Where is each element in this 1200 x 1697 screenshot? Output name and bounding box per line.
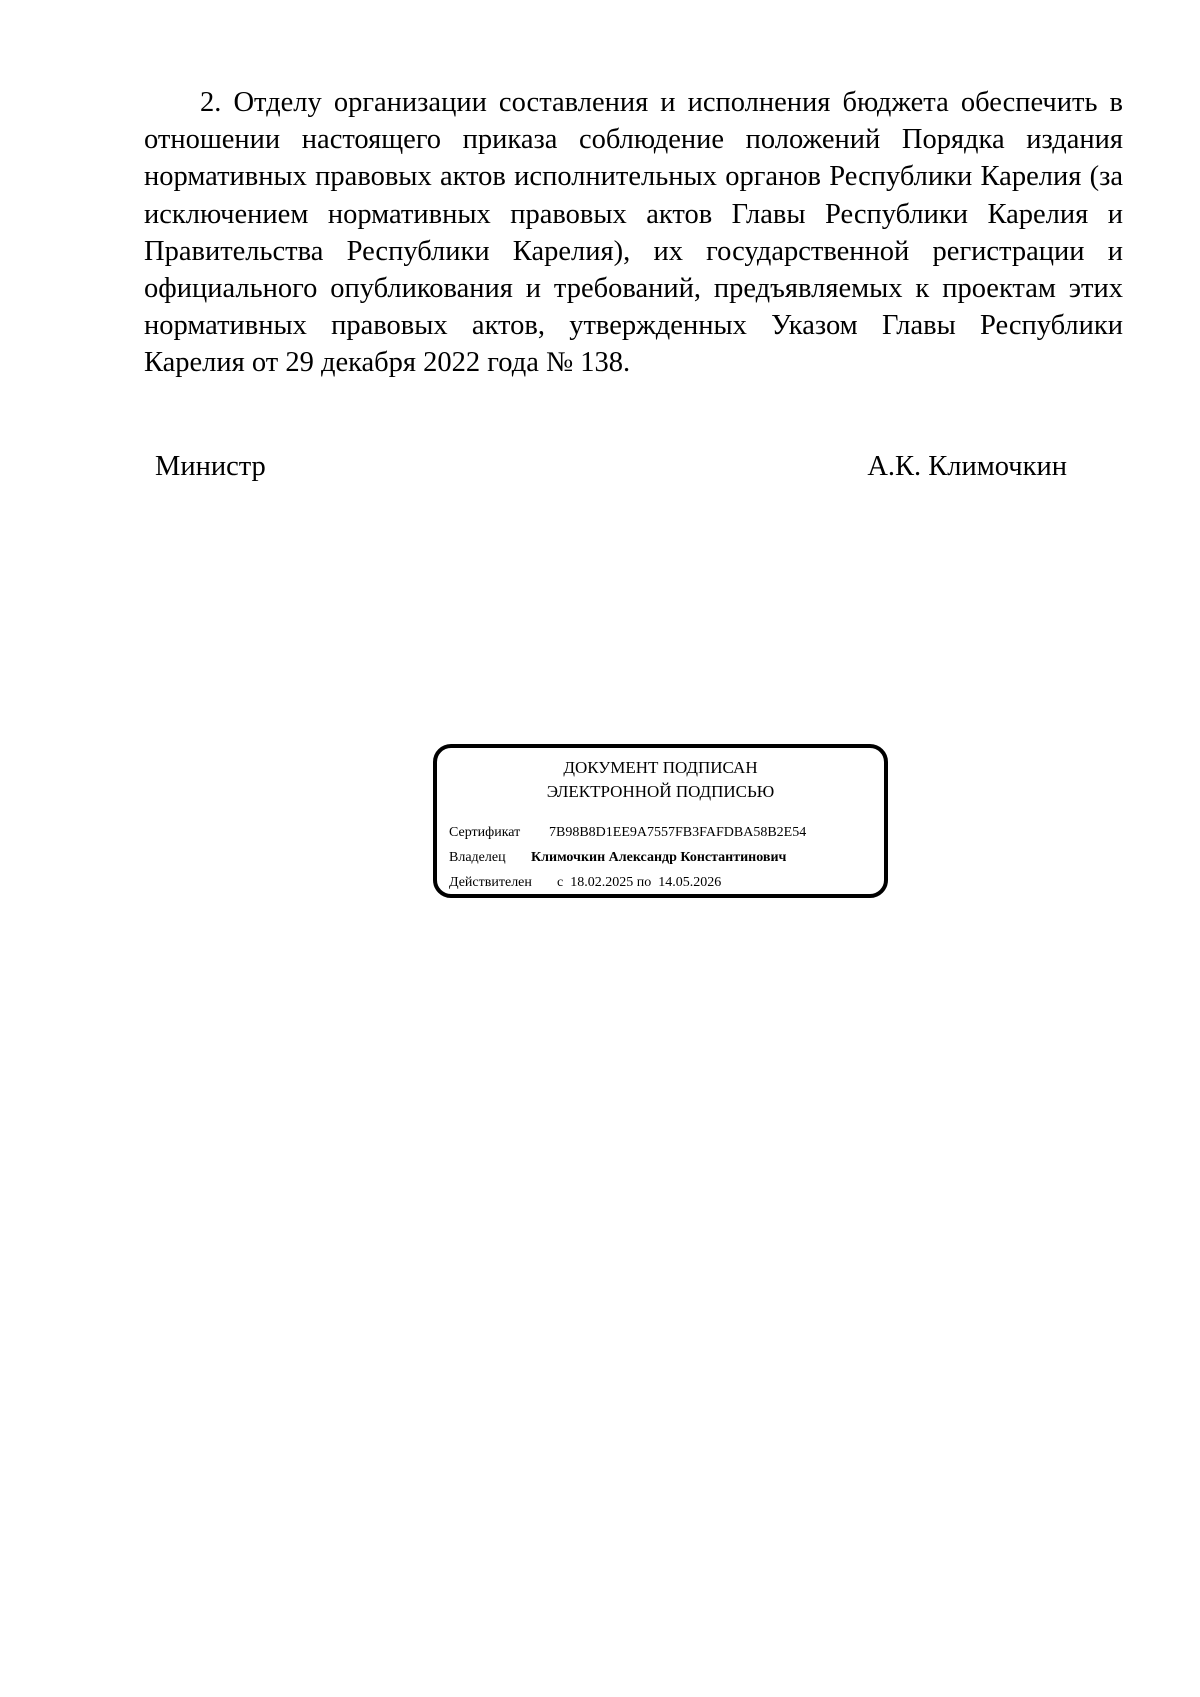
stamp-title-line-1: ДОКУМЕНТ ПОДПИСАН: [563, 758, 758, 777]
valid-to-date: 14.05.2026: [658, 875, 722, 890]
owner-value: Климочкин Александр Константинович: [531, 850, 787, 865]
stamp-title-line-2: ЭЛЕКТРОННОЙ ПОДПИСЬЮ: [546, 782, 775, 801]
stamp-title: [437, 756, 884, 804]
stamp-validity-row: [449, 874, 721, 892]
stamp-certificate-row: [449, 824, 806, 842]
valid-from-date: 18.02.2025: [570, 875, 634, 890]
stamp-owner-row: [449, 849, 786, 867]
owner-label: Владелец: [449, 850, 506, 865]
signatory-position: Министр: [155, 451, 266, 482]
signatory-name: А.К. Климочкин: [867, 451, 1067, 482]
valid-from-prefix: с: [557, 875, 564, 890]
certificate-label: Сертификат: [449, 825, 521, 840]
electronic-signature-stamp: [433, 744, 888, 898]
valid-to-prefix: по: [636, 875, 652, 890]
certificate-value: 7B98B8D1EE9A7557FB3FAFDBA58B2E54: [549, 825, 807, 840]
body-paragraph: 2. Отделу организации составления и исполнения бюджета обеспечить в отношении настоящего приказа соблюдение положений Порядка издания нормативных правовых актов исполнительных органов Республики Карелия (за исключением нормативных правовых актов Главы Республики Карелия и Правительства Республики Карелия), их государственной регистрации и официального опубликования и требований, предъявляемых к проектам этих нормативных правовых актов, утвержденных Указом Главы Республики Карелия от 29 декабря 2022 года № 138.: [144, 87, 1123, 379]
valid-label: Действителен: [449, 875, 532, 890]
